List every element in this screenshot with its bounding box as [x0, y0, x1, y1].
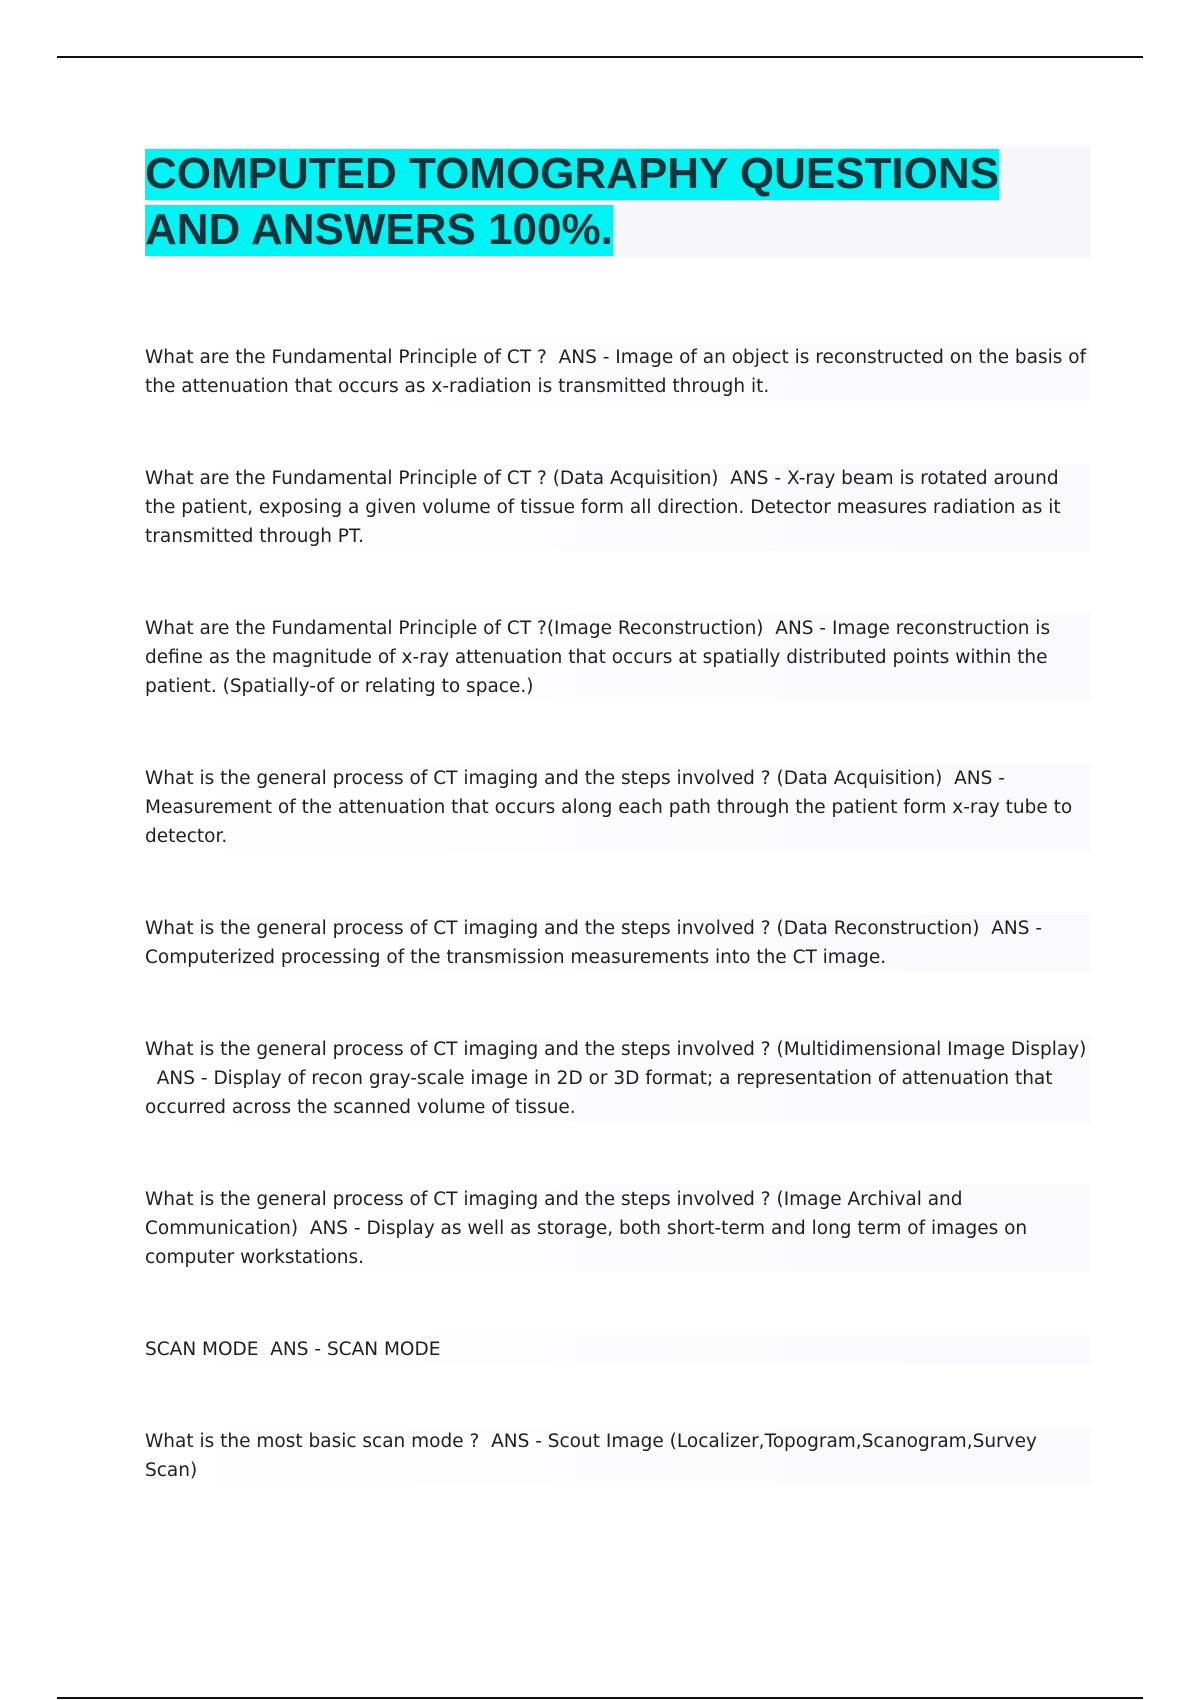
answer-text: ANS - X-ray beam is rotated around the patient, exposing a given volume of tissue form all direction. Detector measures radiation as it transmitted through PT.	[145, 468, 1061, 547]
answer-text: ANS - Scout Image (Localizer,Topogram,Scanogram,Survey Scan)	[145, 1431, 1037, 1481]
qa-item	[145, 764, 1090, 851]
question-text: What is the general process of CT imaging and the steps involved ? (Multidimensional Image Display)	[145, 1039, 1087, 1060]
question-text: What are the Fundamental Principle of CT ?	[145, 347, 547, 368]
qa-item	[145, 1427, 1090, 1485]
question-text: What is the most basic scan mode ?	[145, 1431, 480, 1452]
question-text: What are the Fundamental Principle of CT ?(Image Reconstruction)	[145, 618, 764, 639]
qa-list	[145, 343, 1090, 1485]
qa-item	[145, 1185, 1090, 1272]
qa-item	[145, 614, 1090, 701]
title-block	[145, 146, 1090, 258]
answer-text: ANS - Image of an object is reconstructed on the basis of the attenuation that occurs as x-radiation is transmitted through it.	[145, 347, 1087, 397]
answer-text: ANS - Measurement of the attenuation that occurs along each path through the patient form x-ray tube to detector.	[145, 768, 1073, 847]
qa-item	[145, 1335, 1090, 1364]
answer-text: ANS - Display of recon gray-scale image in 2D or 3D format; a representation of attenuation that occurred across the scanned volume of tissue.	[145, 1068, 1053, 1118]
answer-text: ANS - Image reconstruction is define as the magnitude of x-ray attenuation that occurs at spatially distributed points within the patient. (Spatially-of or relating to space.)	[145, 618, 1051, 697]
qa-item	[145, 464, 1090, 551]
footer-rule	[57, 1697, 1143, 1699]
question-text: SCAN MODE	[145, 1339, 259, 1360]
answer-text: ANS - Display as well as storage, both short-term and long term of images on computer workstations.	[145, 1218, 1028, 1268]
question-text: What is the general process of CT imaging and the steps involved ? (Data Reconstruction)	[145, 918, 980, 939]
answer-text: ANS - SCAN MODE	[270, 1339, 441, 1360]
qa-item	[145, 343, 1090, 401]
question-text: What are the Fundamental Principle of CT ? (Data Acquisition)	[145, 468, 719, 489]
qa-item	[145, 1035, 1090, 1122]
title-highlight: COMPUTED TOMOGRAPHY QUESTIONS AND ANSWERS 100%.	[145, 149, 1000, 254]
question-text: What is the general process of CT imaging and the steps involved ? (Data Acquisition)	[145, 768, 943, 789]
page-title	[145, 146, 1090, 258]
document-body	[145, 146, 1090, 1548]
qa-item	[145, 914, 1090, 972]
question-text: What is the general process of CT imaging and the steps involved ? (Image Archival and Communication)	[145, 1189, 963, 1239]
header-rule	[57, 56, 1143, 58]
answer-text: ANS - Computerized processing of the transmission measurements into the CT image.	[145, 918, 1042, 968]
